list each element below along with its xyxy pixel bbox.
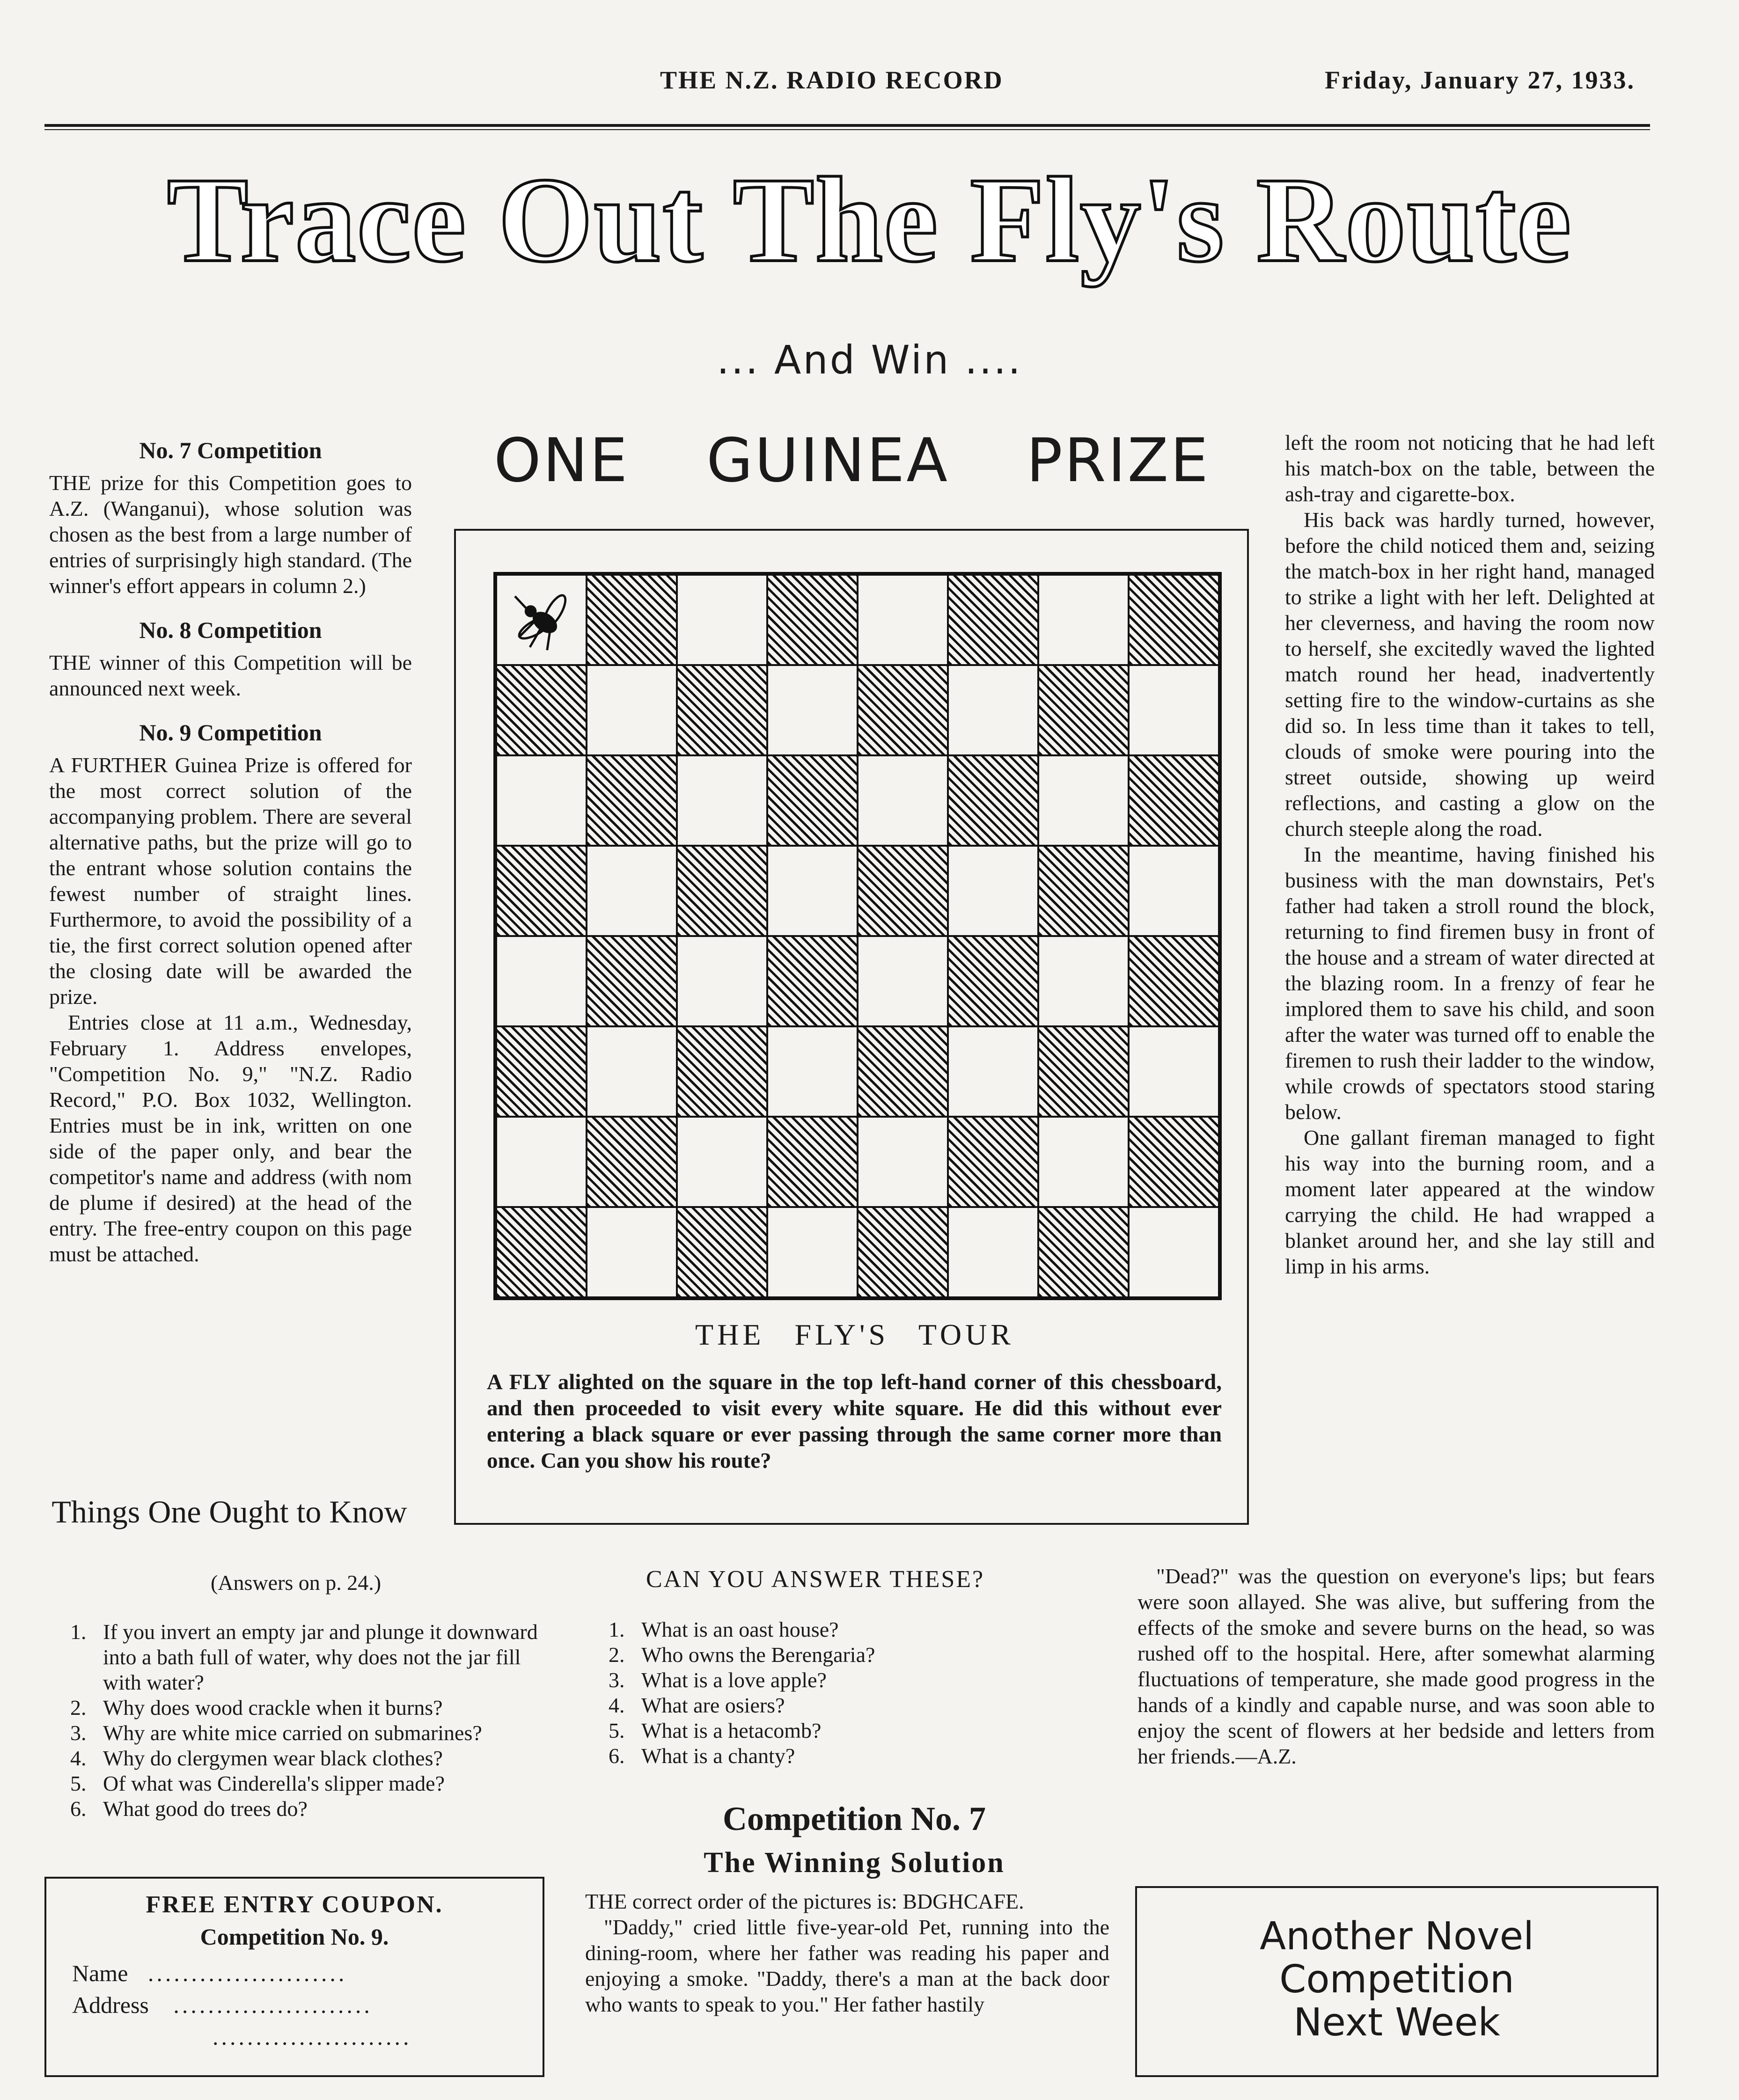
competition7-subtitle: The Winning Solution [704,1847,1005,1879]
next-week-line-1: Another Novel [1260,1914,1534,1959]
chess-square-black [1038,665,1129,755]
chess-square-black [677,1026,767,1117]
competition7-body [585,1888,1109,2017]
chess-square-white[interactable] [587,846,677,936]
fly-icon [504,581,579,656]
right-para-2: His back was hardly turned, however, before the child noticed them and, seizing the match-box in her right hand, managed to strike a light with her left. Delighted at her cleverness, and having the room now to herself, she excitedly waved the lighted match round her head, inadvertently setting fire to the window-curtains as she did so. In less time than it takes to tell, clouds of smoke were pouring into the street outside, showing up weird reflections, and casting a glow on the church steeple along the road. [1285,508,1655,841]
chess-square-white[interactable] [587,665,677,755]
no8-title: No. 8 Competition [139,617,322,643]
chess-square-black [496,1207,587,1297]
chess-square-white[interactable] [858,755,948,846]
chess-square-black [1038,846,1129,936]
chess-square-white[interactable] [1129,665,1219,755]
no9-title: No. 9 Competition [139,719,322,746]
chess-square-white[interactable] [948,1207,1038,1297]
list-item: 3. Why are white mice carried on submarines? [70,1721,482,1745]
chess-square-black [858,1026,948,1117]
chess-square-black [496,665,587,755]
no9-text-2: Entries close at 11 a.m., Wednesday, February 1. Address envelopes, "Competition No. 9," "N.Z. Radio Record," P.O. Box 1032, Wellington. Entries must be in ink, written on one side of the paper only, and bear the competitor's name and address (with nom de plume if desired) at the head of the entry. The free-entry coupon on this page must be attached. [49,1010,412,1266]
free-entry-coupon [44,1877,544,2077]
coupon-address-field-2[interactable]: ....................... [213,2024,412,2050]
right-para-5: "Dead?" was the question on everyone's lips; but fears were soon allayed. She was alive, but suffering from the effects of the smoke and severe burns on the head, so was rushed off to the hospital. Here, after somewhat alarming fluctuations of temperature, she made good progress in the hands of a kindly and capable nurse, and was soon able to enjoy the scent of flowers at her bedside and letters from her friends.—A.Z. [1137,1564,1655,1768]
chess-square-black [858,846,948,936]
list-item: 6. What good do trees do? [70,1797,308,1821]
headline: Trace Out The Fly's Route [167,153,1572,287]
chess-square-black [1038,1026,1129,1117]
answers-note: (Answers on p. 24.) [211,1571,382,1595]
header-rule-thin [44,129,1650,130]
list-item: 4. Why do clergymen wear black clothes? [70,1746,443,1770]
chess-square-white[interactable] [858,936,948,1026]
chess-square-black [948,936,1038,1026]
things-questions [70,1619,557,1822]
puzzle-text: A FLY alighted on the square in the top left-hand corner of this chessboard, and then proceeded to visit every white square. He did this without ever entering a black square or ever passing through the same corner more than once. Can you show his route? [487,1370,1222,1473]
right-column [1285,430,1655,1279]
next-week-line-3: Next Week [1293,2000,1500,2045]
list-item: 4. What are osiers? [609,1693,785,1717]
chess-square-white[interactable] [1038,575,1129,665]
no7-title: No. 7 Competition [139,437,322,463]
competition7-title: Competition No. 7 [723,1800,986,1837]
chess-square-black [1129,755,1219,846]
publication-name: THE N.Z. RADIO RECORD [660,66,1004,94]
chess-square-white[interactable] [677,575,767,665]
subheadline: ... And Win .... [717,337,1022,383]
coupon-name-field[interactable]: ....................... [147,1960,347,1986]
right-para-3: In the meantime, having finished his business with the man downstairs, Pet's father had taken a stroll round the block, returning to find firemen busy in front of the house and a stream of water directed at the blazing room. In a frenzy of fear he implored them to save his child, and soon after the water was turned off to enable the firemen to rush their ladder to the window, while crowds of spectators stood staring below. [1285,842,1655,1124]
chess-square-white[interactable] [587,1026,677,1117]
list-item: 2. Who owns the Berengaria? [609,1643,875,1667]
right-para-4: One gallant fireman managed to fight his way into the burning room, and a moment later appeared at the window carrying the child. He had wrapped a blanket around her, and she lay still and limp in his arms. [1285,1126,1655,1278]
chess-square-white[interactable] [496,936,587,1026]
list-item: 5. What is a hetacomb? [609,1719,822,1742]
no8-text: THE winner of this Competition will be announced next week. [49,651,412,700]
chess-square-white[interactable] [677,755,767,846]
chess-square-black [677,1207,767,1297]
list-item: 2. Why does wood crackle when it burns? [70,1696,443,1720]
chess-square-black [948,1117,1038,1207]
chess-square-white[interactable] [1129,1207,1219,1297]
chess-square-black [767,936,858,1026]
prize-banner: ONE GUINEA PRIZE [494,426,1210,496]
right-column-lower [1137,1563,1655,1769]
right-para-1: left the room not noticing that he had left his match-box on the table, between the ash-tray and cigarette-box. [1285,431,1655,506]
chess-square-black [587,755,677,846]
chess-square-white[interactable] [767,846,858,936]
coupon-subtitle: Competition No. 9. [200,1924,389,1950]
chess-square-black [496,846,587,936]
chess-square-white[interactable] [1038,936,1129,1026]
coupon-address-field[interactable]: ....................... [173,1992,373,2018]
chess-square-black [858,665,948,755]
competition7-para-2: "Daddy," cried little five-year-old Pet, running into the dining-room, where her father was reading his paper and enjoying a smoke. "Daddy, there's a man at the back door who wants to speak to you." Her father hastily [585,1915,1109,2016]
chess-square-white[interactable] [858,575,948,665]
coupon-title: FREE ENTRY COUPON. [146,1891,443,1918]
chess-square-black [496,1026,587,1117]
chess-square-black [1129,1117,1219,1207]
chess-square-black [587,575,677,665]
chess-square-white[interactable] [948,846,1038,936]
chess-square-white[interactable] [677,1117,767,1207]
chess-square-black [587,1117,677,1207]
chess-square-white[interactable] [1038,1117,1129,1207]
chess-square-black [858,1207,948,1297]
chess-square-black [1129,936,1219,1026]
chess-square-white[interactable] [496,755,587,846]
chess-square-white[interactable] [767,1207,858,1297]
chess-square-black [677,846,767,936]
chess-square-white[interactable] [587,1207,677,1297]
chess-square-black [948,755,1038,846]
chess-square-white[interactable] [767,1026,858,1117]
list-item: 5. Of what was Cinderella's slipper made? [70,1771,445,1795]
chess-square-black [1129,575,1219,665]
chess-square-white[interactable] [677,936,767,1026]
list-item: 3. What is a love apple? [609,1668,827,1692]
chess-square-black [587,936,677,1026]
no7-text: THE prize for this Competition goes to A.Z. (Wanganui), whose solution was chosen as the best from a large number of entries of surprisingly high standard. (The winner's effort appears in column 2.) [49,471,412,598]
chess-square-white[interactable] [496,1117,587,1207]
chess-square-black [1038,1207,1129,1297]
chess-square-white[interactable] [1129,846,1219,936]
list-item: 1. If you invert an empty jar and plunge it downward into a bath full of water, why does not the jar fill with water? [70,1620,538,1694]
chess-square-black [677,665,767,755]
competition7-para-1: THE correct order of the pictures is: BDGHCAFE. [585,1889,1024,1913]
chessboard [493,572,1222,1300]
left-column [49,433,412,1267]
header-rule [44,124,1650,127]
answer-these-title: CAN YOU ANSWER THESE? [646,1566,985,1593]
chess-square-white[interactable] [948,1026,1038,1117]
no9-text: A FURTHER Guinea Prize is offered for the most correct solution of the accompanying problem. There are several alternative paths, but the prize will go to the entrant whose solution contains the fewest number of straight lines. Furthermore, to avoid the possibility of a tie, the first correct solution opened after the closing date will be awarded the prize. [49,753,412,1009]
chess-square-white[interactable] [948,665,1038,755]
puzzle-title: THE FLY'S TOUR [695,1318,1014,1351]
chess-square-black [948,575,1038,665]
chess-square-white[interactable] [1038,755,1129,846]
issue-date: Friday, January 27, 1933. [1325,66,1636,94]
coupon-name-row [72,1960,543,1987]
coupon-address-label: Address [72,1992,149,2018]
list-item: 1. What is an oast house? [609,1617,839,1641]
chess-square-black [767,575,858,665]
chess-square-white[interactable] [496,575,587,665]
chess-square-black [767,755,858,846]
answer-these-questions [609,1617,1030,1769]
chess-square-white[interactable] [767,665,858,755]
coupon-address-row [72,1991,543,2019]
coupon-name-label: Name [72,1960,128,1986]
next-week-line-2: Competition [1279,1957,1514,2002]
things-title: Things One Ought to Know [51,1494,407,1529]
chess-square-white[interactable] [1129,1026,1219,1117]
list-item: 6. What is a chanty? [609,1744,795,1768]
next-week-box [1135,1886,1658,2077]
chess-square-white[interactable] [858,1117,948,1207]
chess-square-black [767,1117,858,1207]
